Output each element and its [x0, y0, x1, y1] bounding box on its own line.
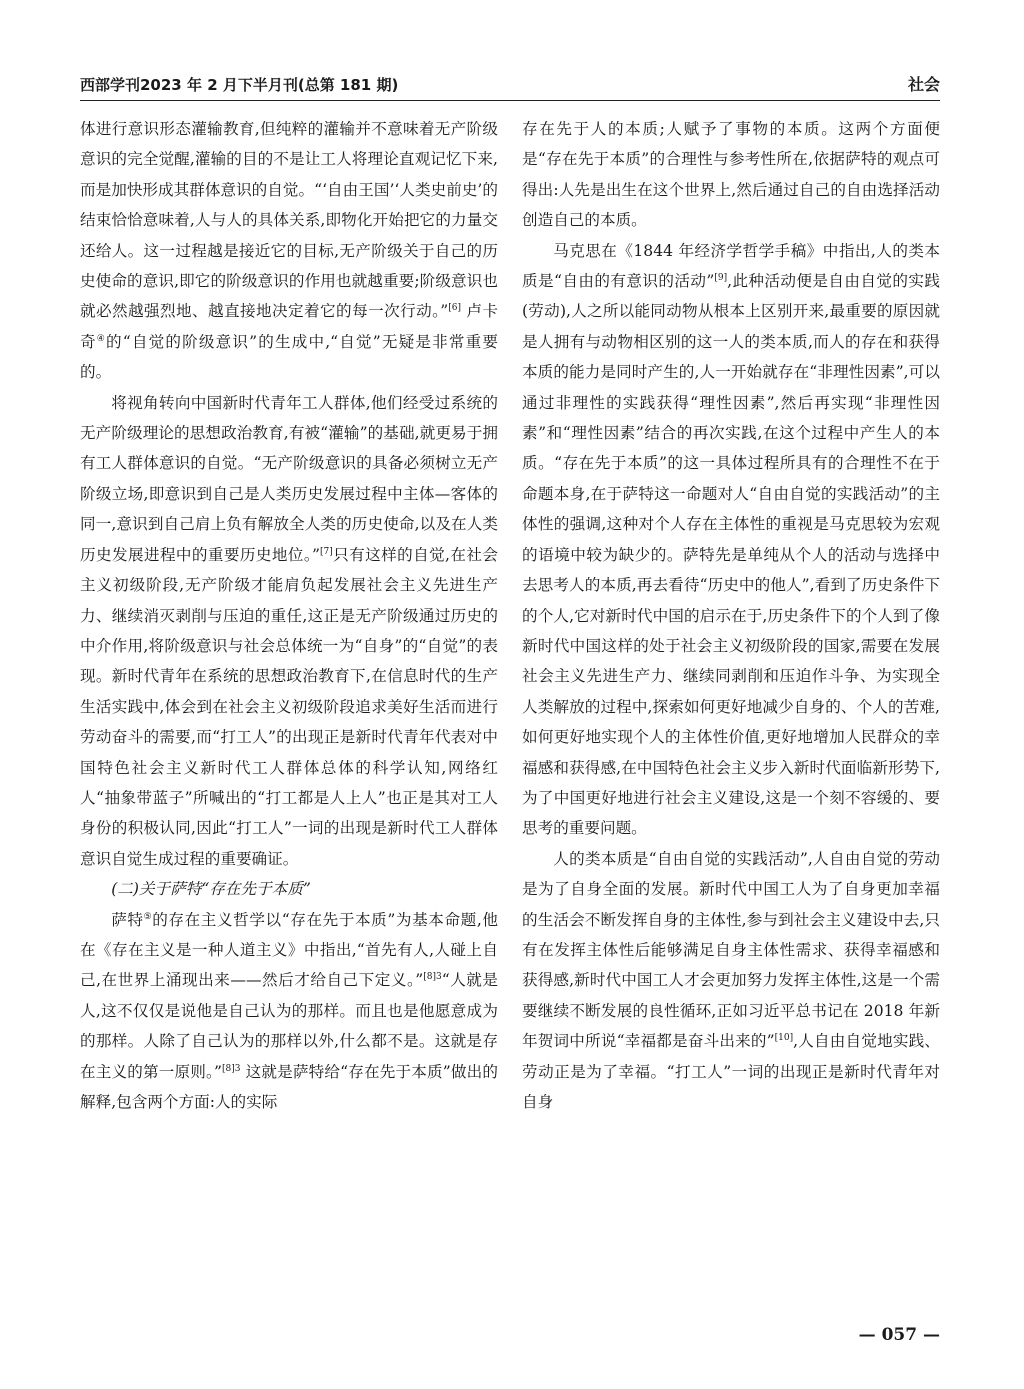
paragraph-text: 体进行意识形态灌输教育,但纯粹的灌输并不意味着无产阶级意识的完全觉醒,灌输的目的不是让工人将理论直观记忆下来,而是加快形成其群体意识的自觉。“‘自由王国’‘人类史前史’的结束恰恰意味着,人与人的具体关系,即物化开始把它的力量交还给人。这一过程越是接近它的目标,无产阶级关于自己的历史使命的意识,即它的阶级意识的作用也就越重要;阶级意识也就必然越强烈地、越直接地决定着它的每一次行动。”	[80, 120, 498, 321]
right-column	[522, 114, 940, 1117]
section-subheading: (二)关于萨特“存在先于本质”	[111, 880, 311, 899]
paragraph-text: 萨特	[111, 910, 144, 929]
paragraph-text: 人的类本质是“自由自觉的实践活动”,人自由自觉的劳动是为了自身全面的发展。新时代中国工人为了自身更加幸福的生活会不断发挥自身的主体性,参与到社会主义建设中去,只有在发挥主体性后能够满足自身主体性需求、获得幸福感和获得感,新时代中国工人才会更加努力发挥主体性,这是一个需要继续不断发展的良性循环,正如习近平总书记在 2018 年新年贺词中所说“幸福都是奋斗出来的”	[522, 849, 940, 1051]
citation: [9]	[714, 273, 728, 284]
paragraph	[522, 844, 940, 1118]
journal-issue-line: 西部学刊2023 年 2 月下半月刊(总第 181 期)	[80, 76, 399, 94]
paragraph-text: 卢卡奇	[80, 302, 498, 351]
paragraph-text: 只有这样的自觉,在社会主义初级阶段,无产阶级才能肩负起发展社会主义先进生产力、继续消灭剥削与压迫的重任,这正是无产阶级通过历史的中介作用,将阶级意识与社会总体统一为“自身”的“自觉”的表现。新时代青年在系统的思想政治教育下,在信息时代的生产生活实践中,体会到在社会主义初级阶段追求美好生活而进行劳动奋斗的需要,而“打工人”的出现正是新时代青年代表对中国特色社会主义新时代工人群体总体的科学认知,网络红人“抽象带蓝子”所喊出的“打工都是人上人”也正是其对工人身份的积极认同,因此“打工人”一词的出现是新时代工人群体意识自觉生成过程的重要确证。	[80, 545, 498, 868]
citation: [10]	[774, 1033, 794, 1044]
paragraph	[522, 236, 940, 844]
paragraph	[80, 388, 498, 875]
paragraph-text: 马克思在《1844 年经济学哲学手稿》中指出,人的类本质是“自由的有意识的活动”	[522, 241, 940, 291]
paragraph-text: 的存在主义哲学以“存在先于本质”为基本命题,他在《存在主义是一种人道主义》中指出,“首先有人,人碰上自己,在世界上涌现出来——然后才给自己下定义。”	[80, 910, 498, 990]
paragraph	[80, 905, 498, 1118]
paragraph-text: 将视角转向中国新时代青年工人群体,他们经受过系统的无产阶级理论的思想政治教育,有被“灌输”的基础,就更易于拥有工人群体意识的自觉。“无产阶级意识的具备必须树立无产阶级立场,即意识到自己是人类历史发展过程中主体—客体的同一,意识到自己肩上负有解放全人类的历史使命,以及在人类历史发展进程中的重要历史地位。”	[80, 393, 498, 564]
paragraph-text: 这就是萨特给“存在先于本质”做出的解释,包含两个方面:人的实际	[80, 1062, 498, 1111]
footnote-marker: ④	[96, 333, 106, 344]
paragraph-text: “人就是人,这不仅仅是说他是自己认为的那样。而且也是他愿意成为的那样。人除了自己认为的那样以外,什么都不是。这就是存在主义的第一原则。”	[80, 971, 498, 1081]
paragraph-text: ,人自由自觉地实践、劳动正是为了幸福。“打工人”一词的出现正是新时代青年对自身	[522, 1032, 940, 1111]
left-column	[80, 114, 498, 1117]
paragraph-text: ,此种活动便是自由自觉的实践(劳动),人之所以能同动物从根本上区别开来,最重要的原因就是人拥有与动物相区别的这一人的类本质,而人的存在和获得本质的能力是同时产生的,人一开始就存在“非理性因素”,可以通过非理性的实践获得“理性因素”,然后再实现“非理性因素”和“理性因素”结合的再次实践,在这个过程中产生人的本质。“存在先于本质”的这一具体过程所具有的合理性不在于命题本身,在于萨特这一命题对人“自由自觉的实践活动”的主体性的强调,这种对个人存在主体性的重视是马克思较为宏观的语境中较为缺少的。萨特先是单纯从个人的活动与选择中去思考人的本质,再去看待“历史中的他人”,看到了历史条件下的个人,它对新时代中国的启示在于,历史条件下的个人到了像新时代中国这样的处于社会主义初级阶段的国家,需要在发展社会主义先进生产力、继续同剥削和压迫作斗争、为实现全人类解放的过程中,探索如何更好地减少自身的、个人的苦难,如何更好地实现个人的主体性价值,更好地增加人民群众的幸福感和获得感,在中国特色社会主义步入新时代面临新形势下,为了中国更好地进行社会主义建设,这是一个刻不容缓的、要思考的重要问题。	[522, 272, 940, 838]
header-rule	[80, 100, 940, 101]
section-label: 社会	[907, 75, 940, 94]
citation: [6]	[448, 303, 462, 314]
footnote-marker: ⑤	[143, 911, 153, 922]
citation: [7]	[320, 546, 333, 557]
paragraph-text: 的“自觉的阶级意识”的生成中,“自觉”无疑是非常重要的。	[80, 332, 498, 382]
paragraph	[80, 114, 498, 388]
page-number: — 057 —	[858, 1325, 940, 1345]
running-header	[80, 74, 940, 102]
paragraph: 存在先于人的本质;人赋予了事物的本质。这两个方面便是“存在先于本质”的合理性与参考性所在,依据萨特的观点可得出:人先是出生在这个世界上,然后通过自己的自由选择活动创造自己的本质。	[522, 120, 940, 230]
citation: [8]3	[221, 1063, 241, 1074]
citation: [8]3	[423, 972, 442, 983]
